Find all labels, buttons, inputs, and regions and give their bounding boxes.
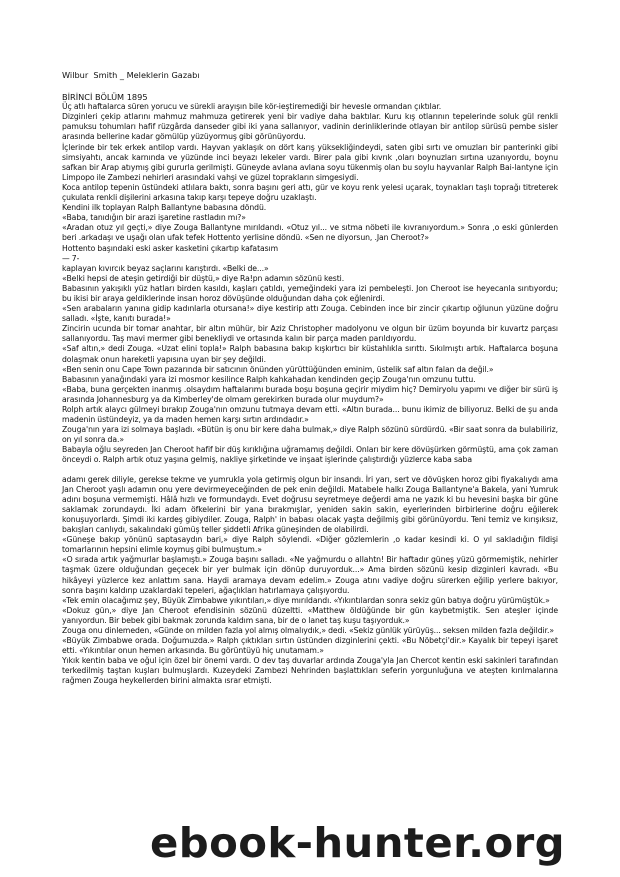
body-paragraph: Dizginleri çekip atlarını mahmuz mahmuza getirerek yeni bir vadiye daha baktılar. Kuru kış otlarının tepelerinde soluk gül renkli pamuksu tohumları hafif rüzgârda danseder gibi iki yana sallanıyor, vadinin derinliklerinde otlayan bir antilop sürüsü pembe sisler arasında bellerine kadar gömülüp yüzüyormuş gibi görünüyordu. <box>62 112 558 142</box>
body-paragraph: «Dokuz gün,» diye Jan Cheroot efendisinin sözünü düzeltti. «Matthew öldüğünde bir gün kaybetmiştik. Sen ateşler içinde yanıyordun. Bir bebek gibi bakmak zorunda kaldım sana, bir de o lanet taş kuşu taşıyorduk.» <box>62 605 558 625</box>
body-paragraph: Rolph artık alaycı gülmeyi bırakıp Zouga'nın omzunu tutmaya devam etti. «Altın burada... bunu ikimiz de biliyoruz. Belki de şu anda madenin üstündeyiz, ya da maden hemen karşı sırtın ardındadır.» <box>62 405 558 425</box>
watermark-text: ebook-hunter.org <box>150 819 565 867</box>
chapter-heading: BİRİNCİ BÖLÜM 1895 <box>62 92 148 102</box>
body-paragraph: «O sırada artık yağmurlar başlamıştı.» Zouga başını salladı. «Ne yağmurdu o allahtn! Bir haftadır güneş yüzü görmemiştik, nehirler taşmak üzere olduğundan geçecek bir yer bulmak için dönüp duruyorduk...» Ama birden sözünü kesip dizginleri kavradı. «Bu hikâyeyi yüzlerce kez anlattım sana. Haydi aramaya devam edelim.» Zouga atını vadiye doğru sürerken eğilip yerlere bakıyor, sonra başını kaldırıp uzaklardaki tepeleri, ağaçlıkları hatırlamaya çalışıyordu. <box>62 555 558 595</box>
body-paragraph: Yıkık kentin baba ve oğul için özel bir önemi vardı. O dev taş duvarlar ardında Zouga'yla Jan Chercot kentin eski sakinleri tarafından terkedilmiş taştan kuşları bulmuşlardı. Kuzeydeki Zambezi Nehrinden başlattıkları seferin yorgunluğuna ve ateşten kırılmalarına rağmen Zouga heykellerden birini almakta ısrar etmişti. <box>62 656 558 686</box>
body-paragraph: Zouga onu dinlemeden, «Günde on milden fazla yol almış olmalıydık,» dedi. «Sekiz günlük yürüyüş... seksen milden fazla değildir.» <box>62 625 554 635</box>
body-paragraph: İçlerinde bir tek erkek antilop vardı. Hayvan yaklaşık on dört karış yüksekliğindeydi, saten gibi sırtı ve omuzları bir panterinki gibi simsiyahtı, ancak karnında ve yüzünde inci beyazı lekeler vardı. Birer pala gibi kıvrık ,oları boynuzları sırtına uzanıyordu, boynu safkan bir Arap atıymış gibi gururla gerilmişti. Güneyde avlana avlana soyu tükenmiş olan bu soylu hayvanlar Ralph Bai-lantyne için Limpopo ile Zambezi nehirleri arasındaki vahşi ve güzel toprakların simgesiydi. <box>62 142 558 182</box>
text-block-part2 <box>62 475 558 687</box>
body-paragraph: Üç atlı haftalarca süren yorucu ve sürekli arayışın bile kör-ieştiremediği bir hevesle ormandan çıktılar. <box>62 102 442 112</box>
body-paragraph: adamı gerek diliyle, gerekse tekme ve yumrukla yola getirmiş olgun bir insandı. İri yarı, sert ve dövüşken horoz gibi fiyakalıydı ama Jan Cheroot yaşlı adamın onu yere devirmeyeceğinden de pek enin değildi. Matabele halkı Zouga Ballantyne'a Bakela, yani Yumruk adını boşuna vermemişti. Hâlâ hızlı ve formundaydı. Evet doğrusu seyretmeye değerdi ama ne yazık ki bu hevesini başka bir güne saklamak zorundaydı. İki adam öfkelerini bir yana bırakmışlar, yeniden sakin sakin, eyerlerinden birbirlerine doğru eğilerek konuşuyorlardı. Şimdi iki kardeş gibiydiler. Zouga, Ralph' in babası olacak yaşta değilmiş gibi görünüyordu. Teni temiz ve kırışıksız, bakışları canlıydı, sakalındaki gümüş teller şiddetli Afrika güneşinden de olabilirdi. <box>62 474 558 535</box>
body-paragraph: «Saf altın,» dedi Zouga. «Uzat elini topla!» Ralph babasına bakıp kışkırtıcı bir küstahlıkla sırıttı. Sıkılmıştı artık. Haftalarca boşuna dolaşmak onun hareketli yapısına uyan bir şey değildi. <box>62 344 558 364</box>
body-paragraph: «Baba, buna gerçekten inanmış .olsaydım haftalarımı burada boşu boşuna geçirir miydim hiç? Demiryolu yapımı ve diğer bir sürü iş arasında Johannesburg ya da Kimberley'de olmam gerekirken burada olur muydum?» <box>62 384 558 404</box>
paragraph-gap <box>62 466 558 475</box>
body-paragraph: Koca antilop tepenin üstündeki atlılara baktı, sonra başını geri attı, gür ve koyu renk yelesi uçarak, toynakları taşlı toprağı titreterek çukulata renkli dişilerini arkasına takıp karşı tepeye doğru uzaklaştı. <box>62 182 558 203</box>
body-paragraph: Zouga'nın yara izi solmaya başladı. «Bütün iş onu bir kere daha bulmak,» diye Ralph sözünü sürdürdü. «Bir saat sonra da bulabiliriz, on yıl sonra da.» <box>62 425 558 445</box>
body-paragraph: «Ben senin onu Cape Town pazarında bir satıcının önünden yürüttüğünden eminim, üstelik saf altın falan da değil.» <box>62 364 494 374</box>
body-paragraph: «Sen arabaların yanına gidip kadınlarla otursana!» diye kestirip attı Zouga. Cebinden ince bir zincir çıkartıp oğlunun yüzüne doğru salladı. «İşte, kanıtı burada!» <box>62 304 558 324</box>
body-paragraph: «Tek emin olacağımız şey, Büyük Zimbabwe yıkıntıları,» diye mırıldandı. «Yıkıntılardan sonra sekiz gün batıya doğru yürümüştük.» <box>62 595 550 605</box>
body-paragraph: Babayla oğlu seyreden Jan Cheroot hafif bir düş kırıklığına uğramamış değildi. Onları bir kere dövüşürken görmüştü, ama çok zaman önceydi o. Ralph artık otuz yaşına gelmiş, nakliye şirketinde ve inşaat işlerinde çalıştırdığı yüzlerce kaba saba <box>62 445 558 465</box>
body-paragraph: Babasının yakışıklı yüz hatları birden kasıldı, kaşları çatıldı, yemeğindeki yara izi pembeleşti. Jon Cheroot ise heyecanla sırıtıyordu; bu ikisi bir araya geldiklerinde insan horoz dövüşünde olduğundan daha çok eğlenirdi. <box>62 283 558 303</box>
body-paragraph: Kendini ilk toplayan Ralph Ballantyne babasına döndü. <box>62 203 267 213</box>
text-block-part1 <box>62 102 558 465</box>
body-paragraph: «Belki hepsi de ateşin getirdiği bir düştü,» diye Ra!pn adamın sözünü kesti. <box>62 273 345 283</box>
body-paragraph: «Büyük Zimbabwe orada. Doğumuzda.» Ralph çıktıkları sırtın üstünden dizginlerini çekti. «Bu Nöbetçi'dir.» Kayalık bir tepeyi işaret etti. «Yıkıntılar onun hemen arkasında. Bu görüntüyü hiç unutamam.» <box>62 636 558 656</box>
body-paragraph: Hottento başındaki eski asker kasketini çıkartıp kafatasım <box>62 243 279 253</box>
document-page <box>62 70 558 687</box>
body-paragraph: «Güneşe bakıp yönünü saptasaydın bari,» diye Ralph söylendi. «Diğer gözlemlerin ,o kadar kesindi ki. O yıl sakladığın fildişi tomarlarının hepsini elimle koymuş gibi bulmuştum.» <box>62 535 558 555</box>
body-paragraph: — 7- <box>62 253 80 263</box>
body-paragraph: Babasının yanağındaki yara izi mosmor kesilince Ralph kahkahadan kendinden geçip Zouga'nın omzunu tuttu. <box>62 374 476 384</box>
body-paragraph: «Baba, tanıdığın bir arazi işaretine rastladın mı?» <box>62 213 246 223</box>
book-header-title: Wilbur Smith _ Meleklerin Gazabı <box>62 70 200 80</box>
body-paragraph: «Aradan otuz yıl geçti,» diye Zouga Ballantyne mırıldandı. «Otuz yıl... ve sıtma nöbeti ile kıvranıyordum.» Sonra ,o eski günlerden beri .arkadaşı ve uşağı olan ufak tefek Hottento yerlisine döndü. «Sen ne diyorsun, .Jan Cheroot?» <box>62 223 558 243</box>
body-paragraph: kaplayan kıvırcık beyaz saçlarını karıştırdı. «Belki de...» <box>62 263 269 273</box>
body-paragraph: Zincirin ucunda bir tomar anahtar, bir altın mühür, bir Aziz Christopher madolyonu ve olgun bir üzüm boyunda bir kuvartz parçası sallanıyordu. Taş mavi mermer gibi benekliydi ve ortasında kalın bir parça maden parıldıyordu. <box>62 324 558 344</box>
